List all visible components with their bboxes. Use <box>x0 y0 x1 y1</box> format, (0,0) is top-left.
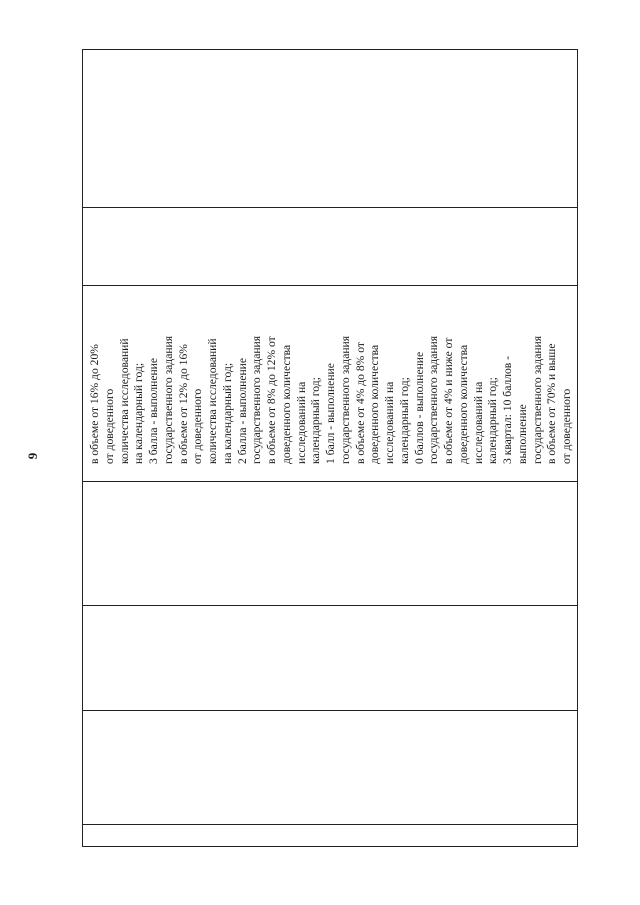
criteria-line: государственного задания <box>338 335 352 464</box>
criteria-line: на календарный год; <box>132 362 146 464</box>
criteria-line: доведенного количества <box>279 344 293 464</box>
page-number: 9 <box>25 452 40 460</box>
criteria-line: исследований на <box>294 381 308 464</box>
criteria-line: государственного задания <box>427 335 441 464</box>
criteria-line: 3 балла - выполнение <box>147 357 160 464</box>
criteria-line: 2 балла - выполнение <box>235 357 249 464</box>
criteria-line: количества исследований <box>206 338 219 464</box>
criteria-line: от доведенного <box>102 388 116 464</box>
criteria-line: в объеме от 12% до 16% <box>176 344 190 464</box>
criteria-line: 1 балл - выполнение <box>324 363 337 464</box>
criteria-line: календарный год; <box>309 377 323 464</box>
criteria-text <box>88 300 575 464</box>
row-divider <box>83 285 577 286</box>
criteria-line: 3 квартал: 10 баллов - <box>501 355 514 464</box>
row-divider <box>83 824 577 825</box>
criteria-line: доведенного количества <box>368 344 382 464</box>
criteria-line: на календарный год; <box>220 362 234 464</box>
criteria-line: календарный год; <box>486 377 500 464</box>
row-divider <box>83 207 577 208</box>
criteria-line: государственного задания <box>161 335 175 464</box>
criteria-line: от доведенного <box>191 388 205 464</box>
criteria-line: от доведенного <box>560 388 573 464</box>
criteria-line: в объеме от 4% и ниже от <box>442 337 455 464</box>
criteria-line: исследований на <box>383 381 396 464</box>
criteria-line: государственного задания <box>530 335 544 464</box>
criteria-line: в объеме от 16% до 20% <box>88 344 101 464</box>
criteria-line: 0 баллов - выполнение <box>412 351 426 464</box>
criteria-line: количества исследований <box>117 338 131 464</box>
criteria-line: доведенного количества <box>456 344 470 464</box>
criteria-line: в объеме от 4% до 8% от <box>353 342 367 464</box>
criteria-cell <box>88 300 573 784</box>
criteria-line: в объеме от 8% до 12% от <box>265 336 278 464</box>
criteria-line: календарный год; <box>397 377 411 464</box>
criteria-line: государственного задания <box>250 335 264 464</box>
criteria-line: выполнение <box>515 404 529 464</box>
criteria-line: исследований на <box>471 381 485 464</box>
criteria-line: в объеме от 70% и выше <box>545 343 559 464</box>
